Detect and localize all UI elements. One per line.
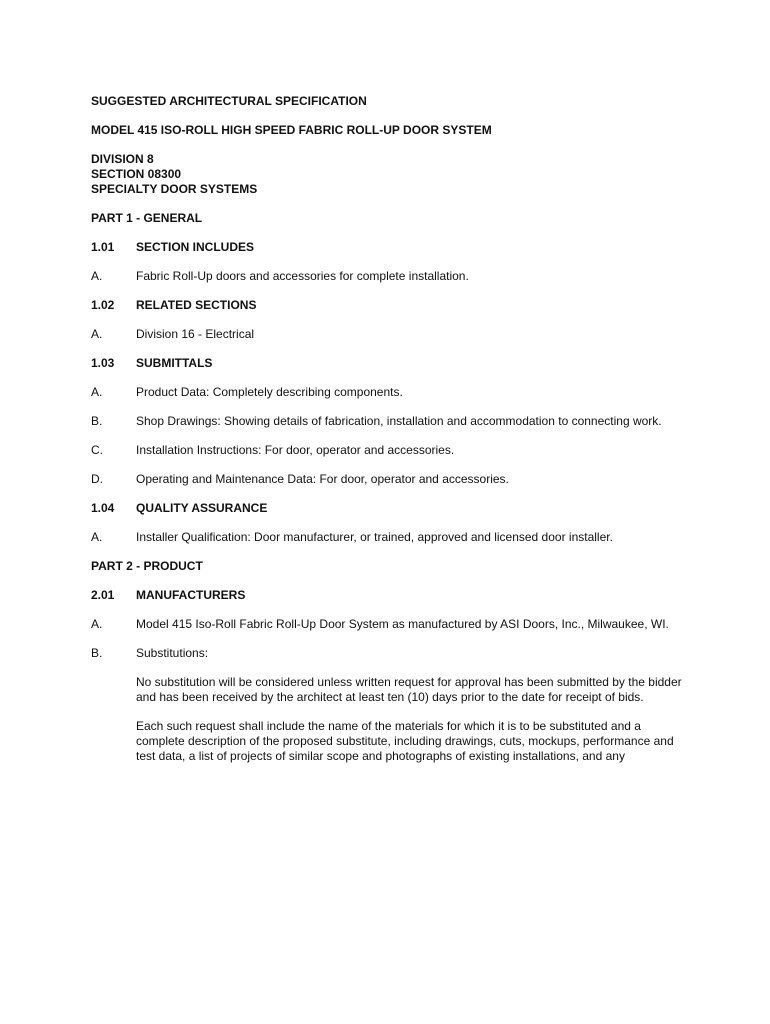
section-name: RELATED SECTIONS	[136, 298, 257, 312]
section-number: 1.04	[91, 501, 115, 515]
spec-title: SUGGESTED ARCHITECTURAL SPECIFICATION	[91, 94, 367, 108]
item-text: Product Data: Completely describing components.	[136, 385, 403, 399]
item-text: Model 415 Iso-Roll Fabric Roll-Up Door System as manufactured by ASI Doors, Inc., Milwaukee, WI.	[136, 617, 669, 631]
substitution-request-paragraph: Each such request shall include the name of the materials for which it is to be substituted and a complete description of the proposed substitute, including drawings, cuts, mockups, performance and test data, a list of projects of similar scope and photographs of existing installations, and any	[136, 719, 674, 763]
list-item	[91, 414, 691, 429]
section-name: SUBMITTALS	[136, 356, 213, 370]
item-text: Substitutions:	[136, 646, 209, 660]
item-text: Operating and Maintenance Data: For door, operator and accessories.	[136, 472, 509, 486]
item-text: Division 16 - Electrical	[136, 327, 255, 341]
section-name: SECTION INCLUDES	[136, 240, 255, 254]
section-heading-104	[91, 501, 691, 516]
list-item	[91, 327, 691, 342]
substitution-paragraph: No substitution will be considered unless written request for approval has been submitted by the bidder and has been received by the architect at least ten (10) days prior to the date for receipt of bids.	[136, 675, 682, 704]
section-name: MANUFACTURERS	[136, 588, 246, 602]
section-number: 1.03	[91, 356, 115, 370]
section-number: 1.02	[91, 298, 115, 312]
section-name: QUALITY ASSURANCE	[136, 501, 268, 515]
section-heading-102	[91, 298, 691, 313]
list-item	[91, 646, 691, 661]
section-heading-201	[91, 588, 691, 603]
item-label: B.	[91, 414, 103, 428]
item-text: Installer Qualification: Door manufacturer, or trained, approved and licensed door installer.	[136, 530, 613, 544]
section-number: 1.01	[91, 240, 115, 254]
section-number: 2.01	[91, 588, 115, 602]
item-label: B.	[91, 646, 103, 660]
list-item	[91, 385, 691, 400]
document-page	[91, 94, 691, 778]
item-label: A.	[91, 269, 103, 283]
list-item	[91, 443, 691, 458]
section-heading-101	[91, 240, 691, 255]
division-label: DIVISION 8	[91, 152, 154, 166]
item-label: A.	[91, 327, 103, 341]
item-label: A.	[91, 617, 103, 631]
list-item	[91, 472, 691, 487]
section-title: SPECIALTY DOOR SYSTEMS	[91, 182, 258, 196]
section-heading-103	[91, 356, 691, 371]
item-label: D.	[91, 472, 103, 486]
item-label: C.	[91, 443, 103, 457]
item-label: A.	[91, 385, 103, 399]
list-item	[91, 530, 691, 545]
model-title: MODEL 415 ISO-ROLL HIGH SPEED FABRIC ROLL-UP DOOR SYSTEM	[91, 123, 492, 137]
section-number: SECTION 08300	[91, 167, 182, 181]
division-block	[91, 152, 691, 197]
list-item	[91, 617, 691, 632]
part1-heading: PART 1 - GENERAL	[91, 211, 203, 225]
item-label: A.	[91, 530, 103, 544]
part2-heading: PART 2 - PRODUCT	[91, 559, 203, 573]
item-text: Shop Drawings: Showing details of fabrication, installation and accommodation to connecting work.	[136, 414, 662, 428]
list-item	[91, 269, 691, 284]
item-text: Fabric Roll-Up doors and accessories for complete installation.	[136, 269, 469, 283]
item-text: Installation Instructions: For door, operator and accessories.	[136, 443, 455, 457]
